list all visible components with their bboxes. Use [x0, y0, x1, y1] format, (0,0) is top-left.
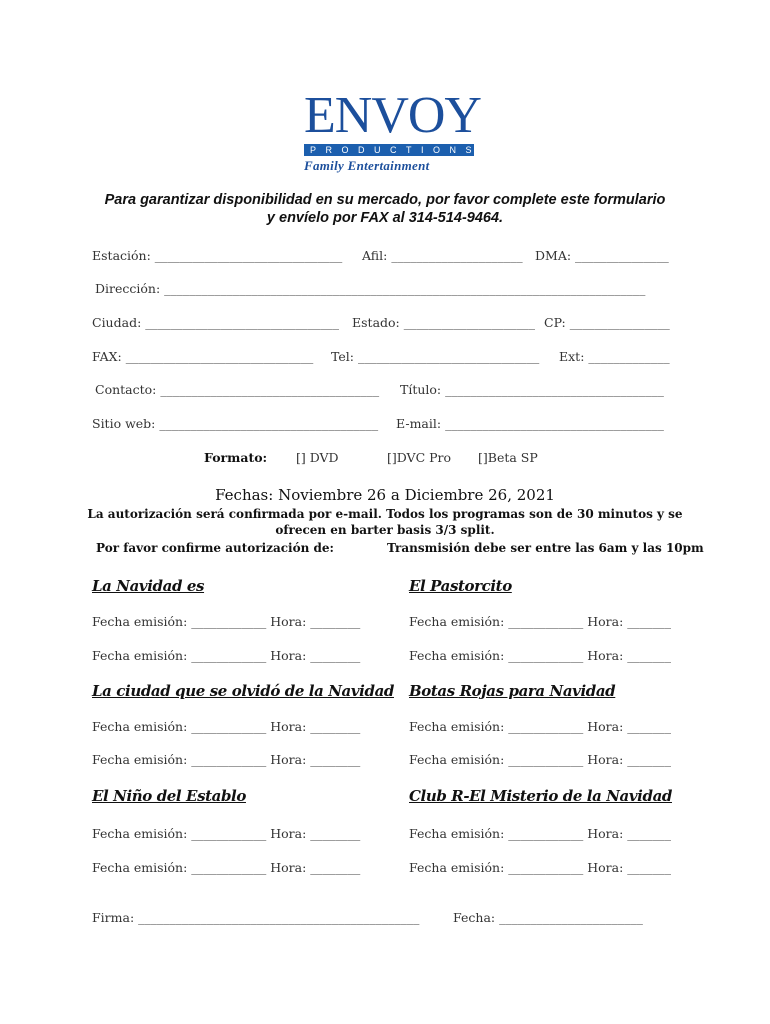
program-title-5: El Niño del Establo [92, 787, 246, 805]
program-title-3: La ciudad que se olvidó de la Navidad [92, 682, 394, 700]
intro-line-1: Para garantizar disponibilidad en su mercado, por favor complete este formulario [104, 192, 666, 208]
program-2-slot-2[interactable]: Fecha emisión: ____________ Hora: _______ [409, 648, 672, 663]
dates-heading: Fechas: Noviembre 26 a Diciembre 26, 2021 [215, 486, 555, 504]
email-field[interactable]: E-mail: ___________________________________ [396, 416, 664, 431]
program-1-slot-1[interactable]: Fecha emisión: ____________ Hora: ________ [92, 614, 361, 629]
zip-field[interactable]: CP: ________________ [544, 315, 670, 330]
logo-brand: ENVOY [304, 87, 481, 144]
state-field[interactable]: Estado: _____________________ [352, 315, 535, 330]
dates-note-line-1: La autorización será confirmada por e-mail. Todos los programas son de 30 minutos y se [87, 507, 683, 521]
broadcast-window: Transmisión debe ser entre las 6am y las 10pm [387, 541, 704, 555]
program-5-slot-2[interactable]: Fecha emisión: ____________ Hora: ________ [92, 860, 361, 875]
program-2-slot-1[interactable]: Fecha emisión: ____________ Hora: _______ [409, 614, 672, 629]
program-title-6: Club R-El Misterio de la Navidad [409, 787, 672, 805]
tel-field[interactable]: Tel: _____________________________ [331, 349, 540, 364]
signature-field[interactable]: Firma: _____________________________________________ [92, 910, 420, 925]
logo-productions-bar: PRODUCTIONS [304, 144, 474, 156]
program-1-slot-2[interactable]: Fecha emisión: ____________ Hora: ________ [92, 648, 361, 663]
program-3-slot-2[interactable]: Fecha emisión: ____________ Hora: ________ [92, 752, 361, 767]
program-4-slot-1[interactable]: Fecha emisión: ____________ Hora: _______ [409, 719, 672, 734]
program-6-slot-1[interactable]: Fecha emisión: ____________ Hora: _______ [409, 826, 672, 841]
program-title-2: El Pastorcito [409, 577, 512, 595]
dates-note-line-2: ofrecen en barter basis 3/3 split. [275, 523, 495, 537]
ext-field[interactable]: Ext: _____________ [559, 349, 670, 364]
logo-tagline: Family Entertainment [304, 158, 430, 173]
program-3-slot-1[interactable]: Fecha emisión: ____________ Hora: ________ [92, 719, 361, 734]
program-6-slot-2[interactable]: Fecha emisión: ____________ Hora: _______ [409, 860, 672, 875]
program-4-slot-2[interactable]: Fecha emisión: ____________ Hora: _______ [409, 752, 672, 767]
format-option-dvcpro[interactable]: []DVC Pro [387, 450, 452, 465]
contact-field[interactable]: Contacto: ___________________________________ [95, 382, 380, 397]
confirm-label: Por favor confirme autorización de: [96, 541, 334, 555]
format-option-betasp[interactable]: []Beta SP [478, 450, 538, 465]
affiliate-field[interactable]: Afil: _____________________ [362, 248, 523, 263]
fax-field[interactable]: FAX: ______________________________ [92, 349, 314, 364]
program-5-slot-1[interactable]: Fecha emisión: ____________ Hora: ________ [92, 826, 361, 841]
address-field[interactable]: Dirección: _____________________________________________________________________________ [95, 281, 646, 296]
station-field[interactable]: Estación: ______________________________ [92, 248, 343, 263]
program-title-1: La Navidad es [92, 577, 205, 595]
city-field[interactable]: Ciudad: _______________________________ [92, 315, 340, 330]
format-option-dvd[interactable]: [] DVD [296, 450, 339, 465]
envoy-logo [300, 87, 482, 176]
intro-line-2: y envíelo por FAX al 314-514-9464. [266, 210, 504, 226]
format-label: Formato: [204, 450, 268, 465]
program-title-4: Botas Rojas para Navidad [409, 682, 616, 700]
website-field[interactable]: Sitio web: ___________________________________ [92, 416, 379, 431]
title-field[interactable]: Título: ___________________________________ [400, 382, 664, 397]
dma-field[interactable]: DMA: _______________ [535, 248, 669, 263]
signature-date-field[interactable]: Fecha: _______________________ [453, 910, 643, 925]
